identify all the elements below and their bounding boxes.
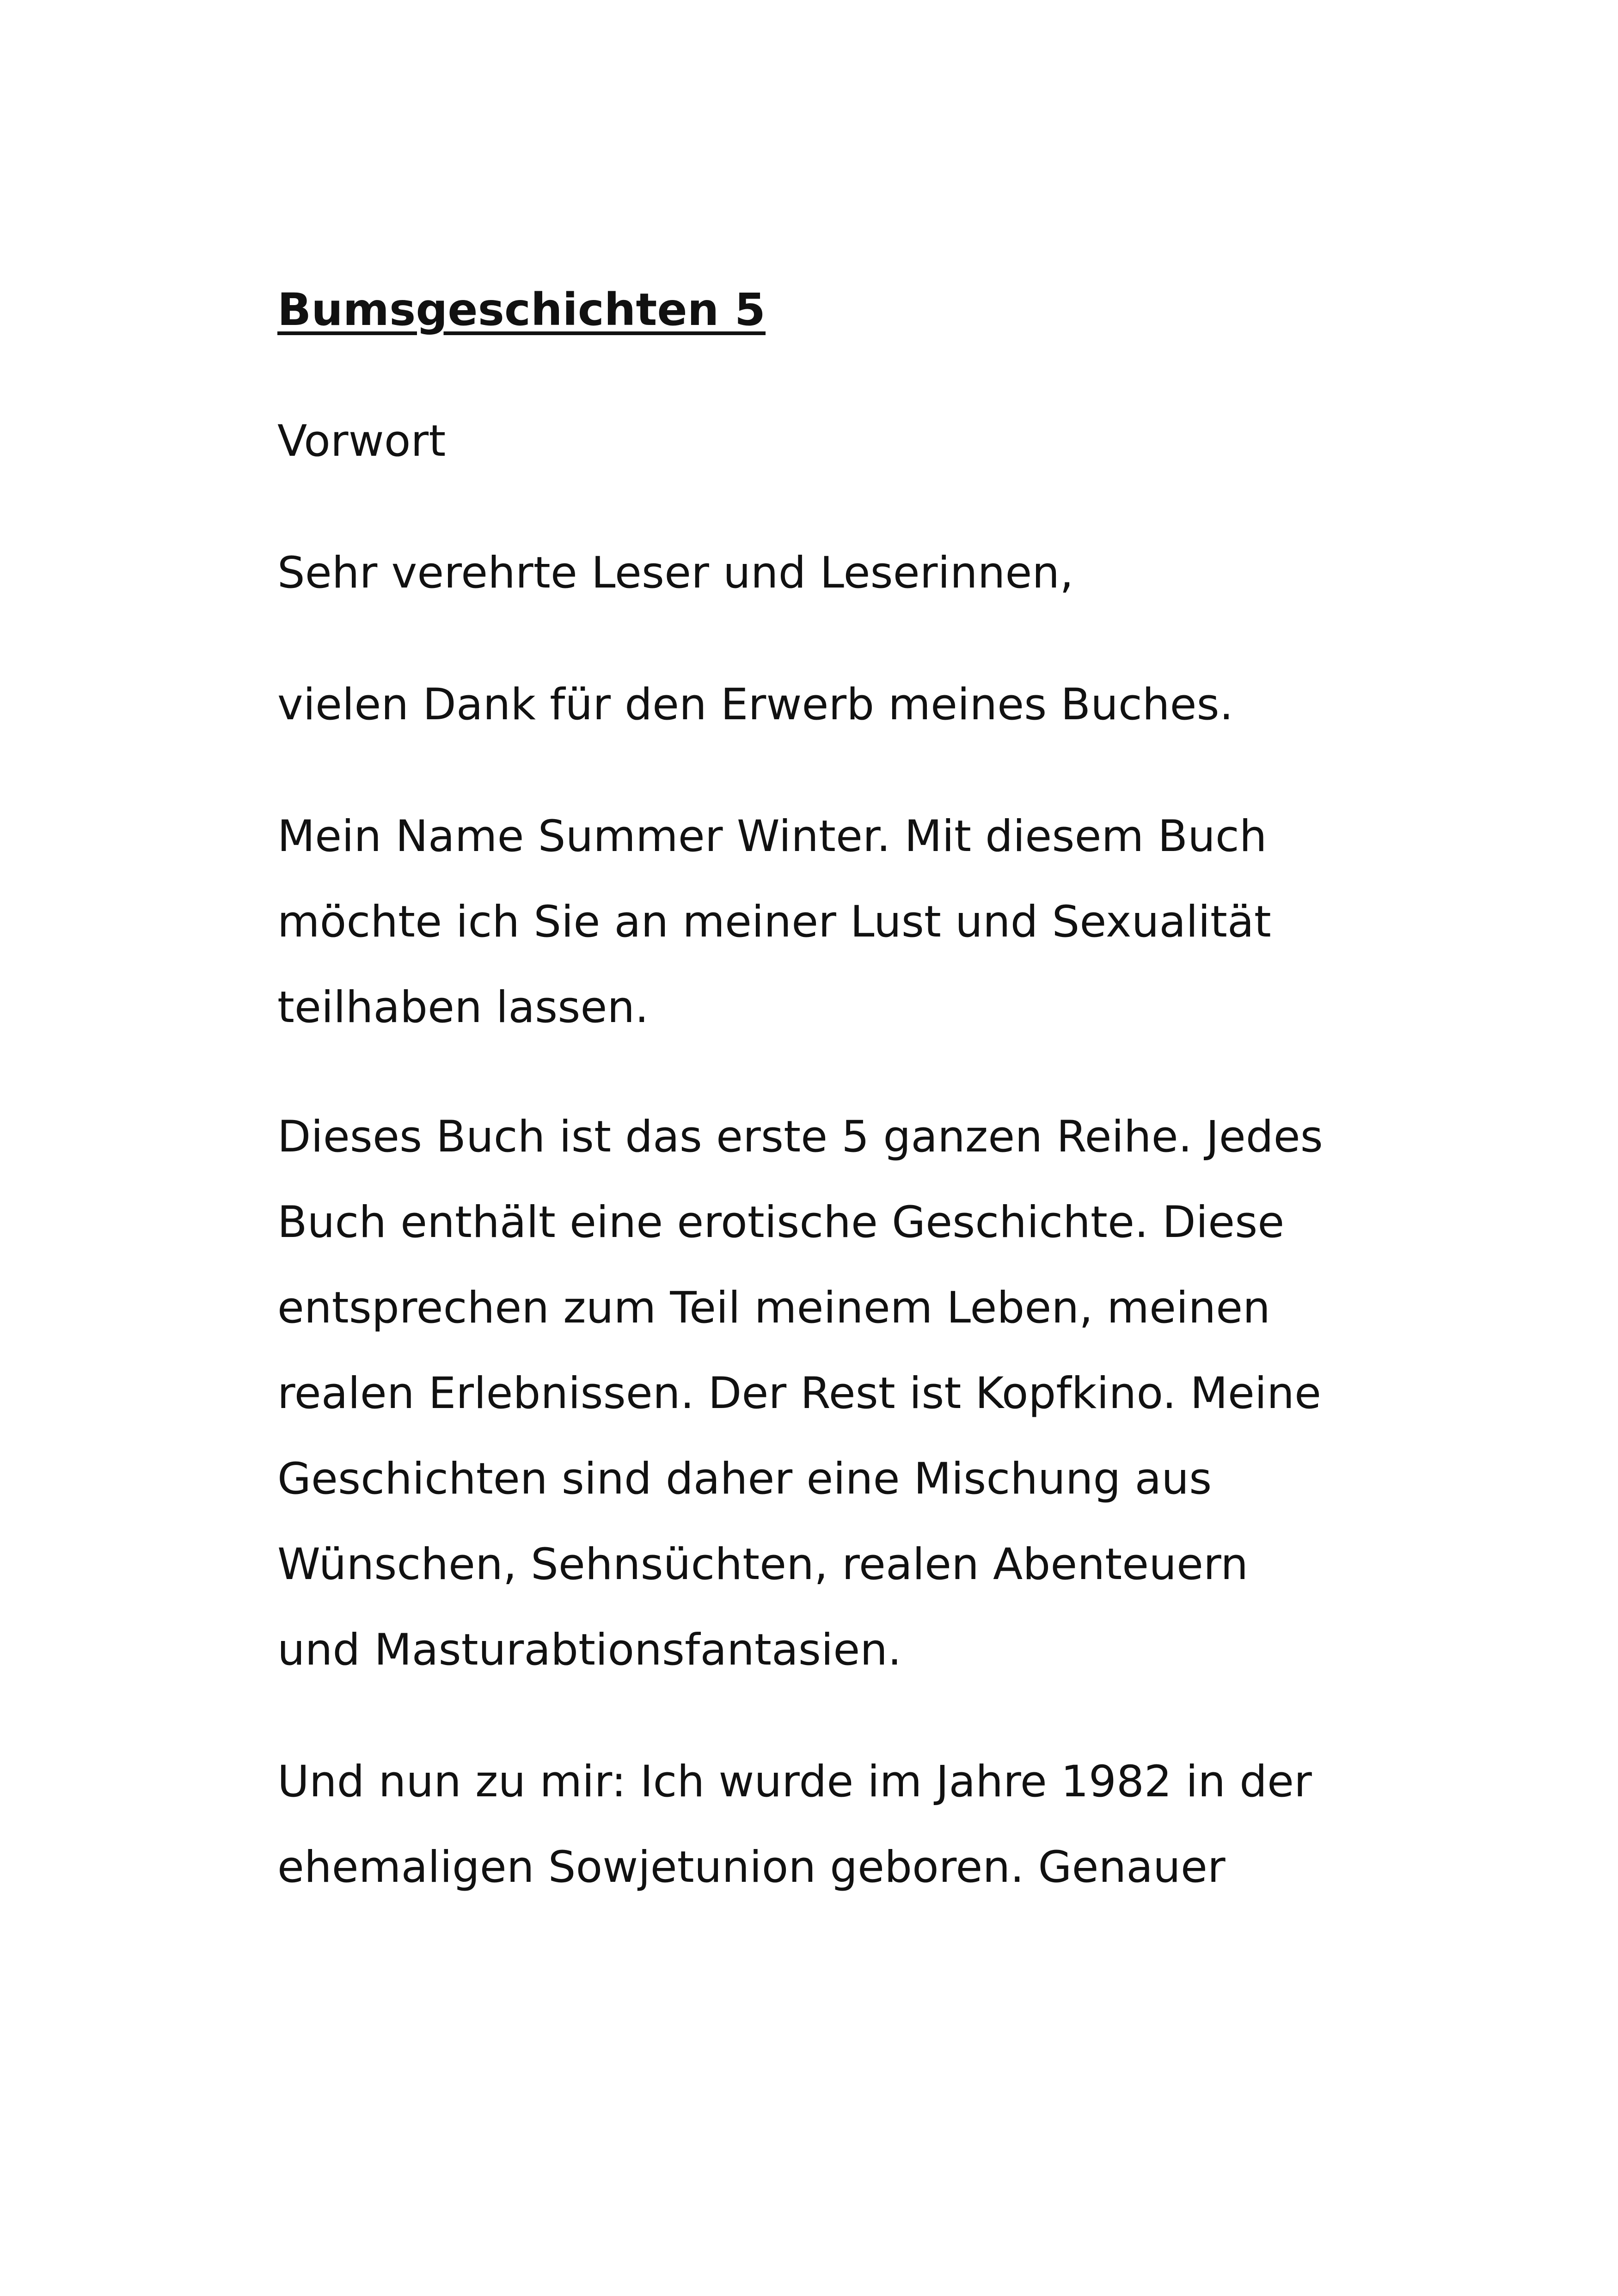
paragraph-line: entsprechen zum Teil meinem Leben, meinen <box>277 1283 1271 1333</box>
paragraph-line: Dieses Buch ist das erste 5 ganzen Reihe. Jedes <box>277 1112 1323 1162</box>
paragraph-line: und Masturabtionsfantasien. <box>277 1625 902 1675</box>
paragraph-line: Buch enthält eine erotische Geschichte. Diese <box>277 1197 1285 1248</box>
paragraph-line: Wünschen, Sehnsüchten, realen Abenteuern <box>277 1539 1249 1590</box>
thanks-line: vielen Dank für den Erwerb meines Buches. <box>277 680 1233 730</box>
paragraph-line: Geschichten sind daher eine Mischung aus <box>277 1454 1212 1504</box>
paragraph-line: möchte ich Sie an meiner Lust und Sexualität <box>277 897 1271 947</box>
section-heading: Vorwort <box>277 416 446 466</box>
paragraph-line: ehemaligen Sowjetunion geboren. Genauer <box>277 1842 1226 1892</box>
paragraph-line: Und nun zu mir: Ich wurde im Jahre 1982 in der <box>277 1757 1312 1807</box>
document-title: Bumsgeschichten 5 <box>277 284 766 336</box>
paragraph-line: teilhaben lassen. <box>277 982 649 1033</box>
paragraph-line: realen Erlebnissen. Der Rest ist Kopfkino. Meine <box>277 1368 1322 1419</box>
paragraph-line: Mein Name Summer Winter. Mit diesem Buch <box>277 811 1267 862</box>
greeting-line: Sehr verehrte Leser und Leserinnen, <box>277 548 1074 598</box>
